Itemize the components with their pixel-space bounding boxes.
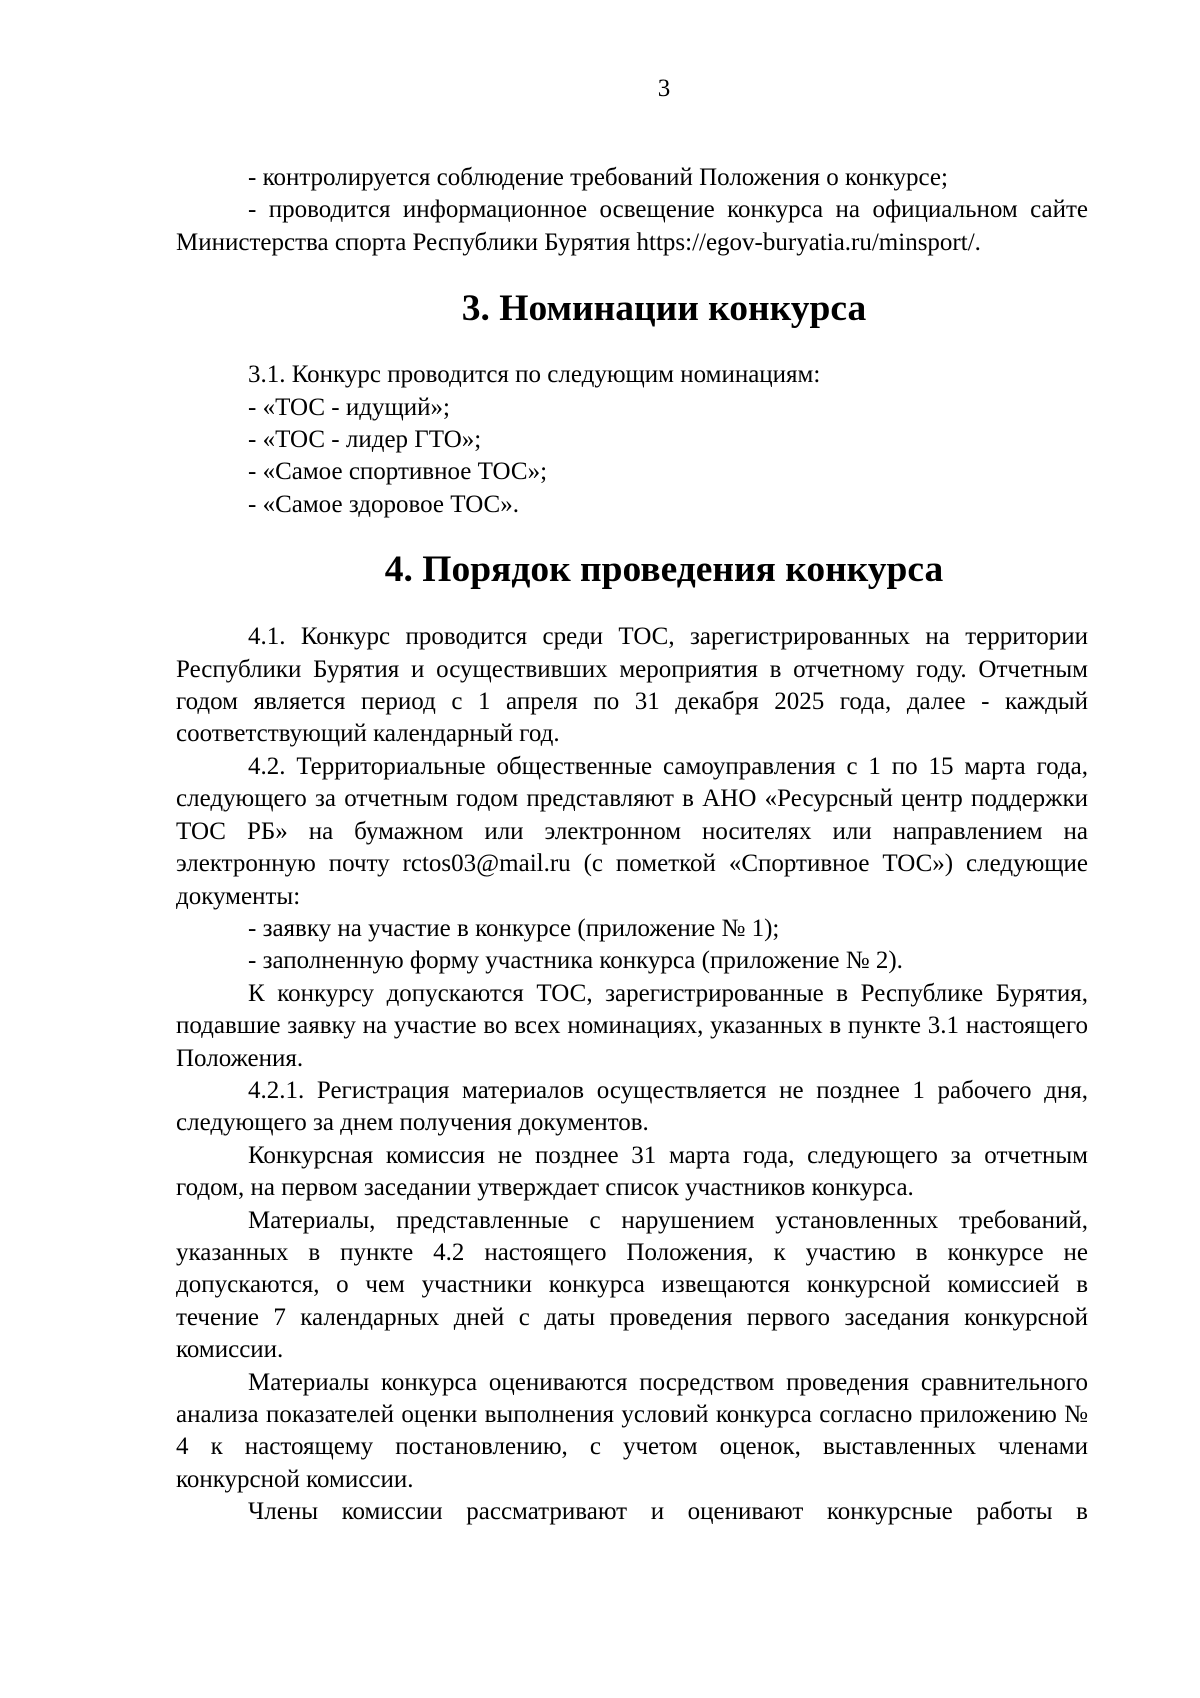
section-3-heading: 3. Номинации конкурса <box>461 288 867 330</box>
clause-4-2-1: 4.2.1. Регистрация материалов осуществляется не позднее 1 рабочего дня, следующего за днем получения документов. <box>176 1076 1088 1137</box>
nomination-item: - «ТОС - лидер ГТО»; <box>248 426 482 454</box>
section-3-lead: 3.1. Конкурс проводится по следующим номинациям: <box>248 361 821 389</box>
intro-paragraph-2: - проводится информационное освещение конкурса на официальном сайте Министерства спорта Республики Бурятия https://egov-buryatia.ru/minsport/. <box>176 196 1088 256</box>
section-4-heading: 4. Порядок проведения конкурса <box>384 549 944 591</box>
document-list-item: - заявку на участие в конкурсе (приложение № 1); <box>248 914 780 942</box>
nomination-item: - «Самое спортивное ТОС»; <box>248 458 548 486</box>
commission-paragraph: Конкурсная комиссия не позднее 31 марта года, следующего за отчетным годом, на первом заседании утверждает список участников конкурса. <box>176 1141 1088 1202</box>
intro-paragraph-1: - контролируется соблюдение требований Положения о конкурсе; <box>248 164 948 191</box>
nomination-item: - «Самое здоровое ТОС». <box>248 490 519 518</box>
admission-paragraph: К конкурсу допускаются ТОС, зарегистрированные в Республике Бурятия, подавшие заявку на участие во всех номинациях, указанных в пункте 3.1 настоящего Положения. <box>176 979 1088 1072</box>
nomination-item: - «ТОС - идущий»; <box>248 393 450 421</box>
clause-4-2: 4.2. Территориальные общественные самоуправления с 1 по 15 марта года, следующего за отчетным годом представляют в АНО «Ресурсный центр поддержки ТОС РБ» на бумажном или электронном носителях или направлением на электронную почту rctos03@mail.ru (с пометкой «Спортивное ТОС») следующие документы: <box>176 752 1088 910</box>
page-number: 3 <box>657 75 671 102</box>
evaluation-paragraph: Материалы конкурса оцениваются посредством проведения сравнительного анализа показателей оценки выполнения условий конкурса согласно приложению № 4 к настоящему постановлению, с учетом оценок, выставленных членами конкурсной комиссии. <box>176 1368 1088 1493</box>
members-paragraph: Члены комиссии рассматривают и оценивают конкурсные работы в <box>248 1498 1088 1526</box>
rejection-paragraph: Материалы, представленные с нарушением установленных требований, указанных в пункте 4.2 настоящего Положения, к участию в конкурсе не допускаются, о чем участники конкурса извещаются конкурсной комиссией в течение 7 календарных дней с даты проведения первого заседания конкурсной комиссии. <box>176 1206 1088 1364</box>
document-list-item: - заполненную форму участника конкурса (приложение № 2). <box>248 947 903 975</box>
clause-4-1: 4.1. Конкурс проводится среди ТОС, зарегистрированных на территории Республики Бурятия и осуществивших мероприятия в отчетному году. Отчетным годом является период с 1 апреля по 31 декабря 2025 года, далее - каждый соответствующий календарный год. <box>176 623 1088 748</box>
